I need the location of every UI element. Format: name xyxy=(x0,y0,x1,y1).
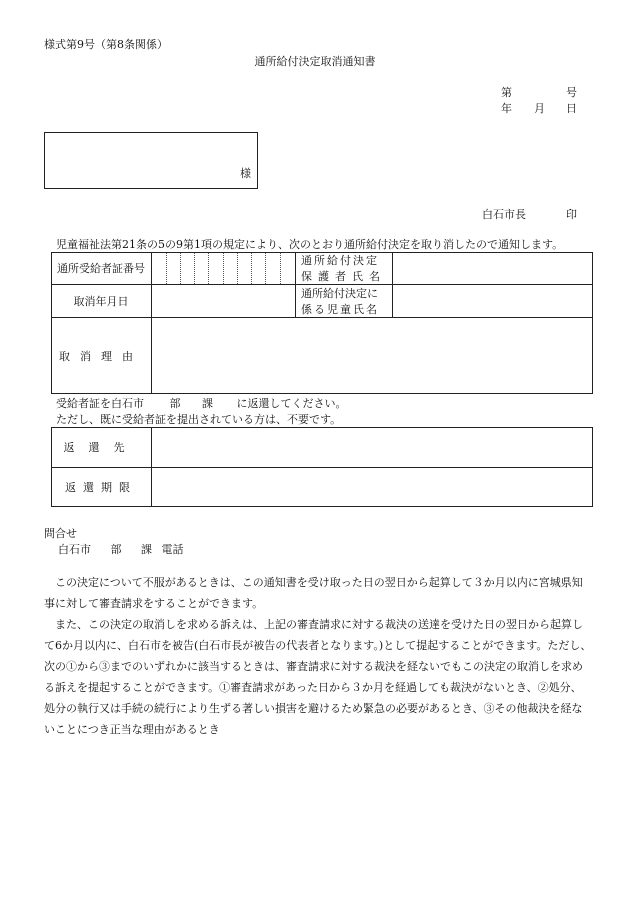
addressee-box xyxy=(44,132,258,189)
guardian-label-line2: 保護者氏名 xyxy=(301,270,386,283)
return-deadline-label: 返還期限 xyxy=(65,481,137,494)
addressee-suffix: 様 xyxy=(240,166,251,180)
issuer-name: 白石市長 xyxy=(482,208,526,221)
inquiry-label: 問合せ xyxy=(44,527,77,540)
return-note-line2: ただし、既に受給者証を提出されている方は、不要です。 xyxy=(56,413,342,426)
cancel-date-label: 取消年月日 xyxy=(73,294,129,308)
guardian-label-line1: 通所給付決定 xyxy=(301,254,379,267)
cancel-reason-label: 取消理由 xyxy=(59,349,143,363)
inquiry-contact: 白石市 部 課 電話 xyxy=(58,543,184,556)
child-label-line2: 係る児童氏名 xyxy=(301,302,379,316)
cert-number-field[interactable] xyxy=(151,252,295,284)
child-label xyxy=(295,284,392,317)
date-month: 月 xyxy=(534,102,545,115)
notice-paragraph-2: また、この決定の取消しを求める訴えは、上記の審査請求に対する裁決の送達を受けた日の翌日から起算して6か月以内に、白石市を被告(白石市長が被告の代表者となります。)として提起することができます。ただし、次の①から③までのいずれかに該当するときは、審査請求に対する裁決を経ないでもこの決定の取消しを求める訴えを提起することができます。①審査請求があった日から３か月を経過しても裁決がないとき、②処分、処分の執行又は手続の続行により生ずる著しい損害を避けるため緊急の必要があるとき、③その他裁決を経ないことにつき正当な理由があるとき xyxy=(44,618,592,736)
return-to-label: 返還先 xyxy=(63,441,139,454)
cancel-date-field[interactable] xyxy=(151,284,295,317)
cancel-reason-field[interactable] xyxy=(151,317,593,394)
doc-number-prefix: 第 xyxy=(501,86,512,99)
child-name-field[interactable] xyxy=(392,284,593,317)
child-label-line1: 通所給付決定に xyxy=(301,286,378,300)
document-title: 通所給付決定取消通知書 xyxy=(254,55,376,68)
guardian-name-field[interactable] xyxy=(392,252,593,284)
form-number: 様式第9号（第8条関係） xyxy=(44,38,168,51)
date-day: 日 xyxy=(566,102,577,115)
return-to-field[interactable] xyxy=(151,427,593,467)
notice-paragraph-1: この決定について不服があるときは、この通知書を受け取った日の翌日から起算して３か月以内に宮城県知事に対して審査請求をすることができます。 xyxy=(44,576,583,610)
guardian-label xyxy=(295,252,392,284)
return-deadline-field[interactable] xyxy=(151,467,593,507)
cert-number-label: 通所受給者証番号 xyxy=(57,262,145,275)
issuer-seal: 印 xyxy=(566,208,577,221)
doc-number-suffix: 号 xyxy=(566,86,577,99)
intro-text: 児童福祉法第21条の5の9第1項の規定により、次のとおり通所給付決定を取り消したので通知します。 xyxy=(56,238,564,251)
date-year: 年 xyxy=(501,102,512,115)
return-note-line1: 受給者証を白石市 部 課 に返還してください。 xyxy=(56,397,347,410)
